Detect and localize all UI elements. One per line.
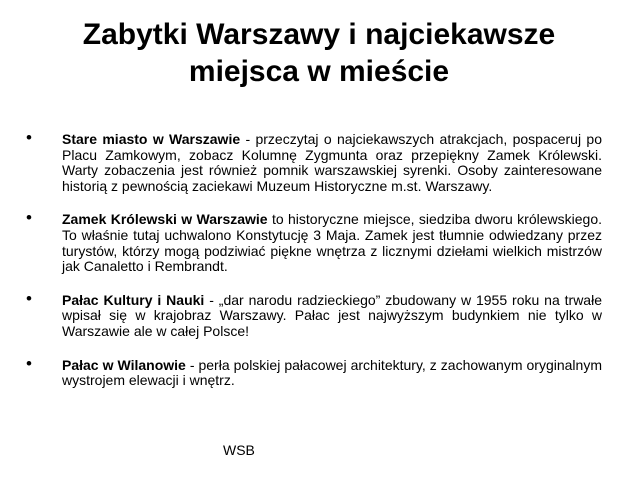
bullet-stare-miasto <box>26 128 602 194</box>
bullet-heading: Pałac w Wilanowie <box>62 356 186 373</box>
bullet-palac-kultury <box>26 288 602 340</box>
bullet-text: to historyczne miejsce, siedziba dworu królewskiego. To właśnie tutaj uchwalono Konstytucję 3 Maja. Zamek jest tłumnie odwiedzany przez turystów, którzy mogą podziwiać piękne wnętrza z licznymi dziełami wielkich mistrzów jak Canaletto i Rembrandt. <box>62 211 602 275</box>
bullet-text: - perła polskiej pałacowej architektury, z zachowanym oryginalnym wystrojem elewacji i wnętrz. <box>62 356 602 389</box>
bullet-list <box>26 128 602 389</box>
bullet-palac-wilanow <box>26 353 602 389</box>
title-line-2: miejsca w mieście <box>188 55 450 88</box>
bullet-heading: Zamek Królewski w Warszawie <box>62 211 268 228</box>
slide-title <box>20 16 618 90</box>
bullet-marker: • <box>26 353 32 373</box>
bullet-text: - przeczytaj o najciekawszych atrakcjach, pospaceruj po Placu Zamkowym, zobacz Kolumnę Zygmunta oraz przepiękny Zamek Królewski. Warty zobaczenia jest również pomnik warszawskiej syrenki. Osoby zainteresowane historią z pewnością zaciekawi Muzeum Historyczne m.st. Warszawy. <box>62 131 602 194</box>
bullet-marker: • <box>26 288 32 308</box>
bullet-zamek-krolewski <box>26 208 602 275</box>
title-line-1: Zabytki Warszawy i najciekawsze <box>82 18 556 51</box>
bullet-heading: Stare miasto w Warszawie <box>62 131 241 147</box>
footer-label: WSB <box>223 442 255 458</box>
bullet-marker: • <box>26 128 32 147</box>
bullet-heading: Pałac Kultury i Nauki <box>62 291 205 308</box>
bullet-marker: • <box>26 208 32 228</box>
bullet-text: - „dar narodu radzieckiego” zbudowany w 1955 roku na trwałe wpisał się w krajobraz Warszawy. Pałac jest najwyższym budynkiem nie tylko w Warszawie ale w całej Polsce! <box>62 291 602 339</box>
